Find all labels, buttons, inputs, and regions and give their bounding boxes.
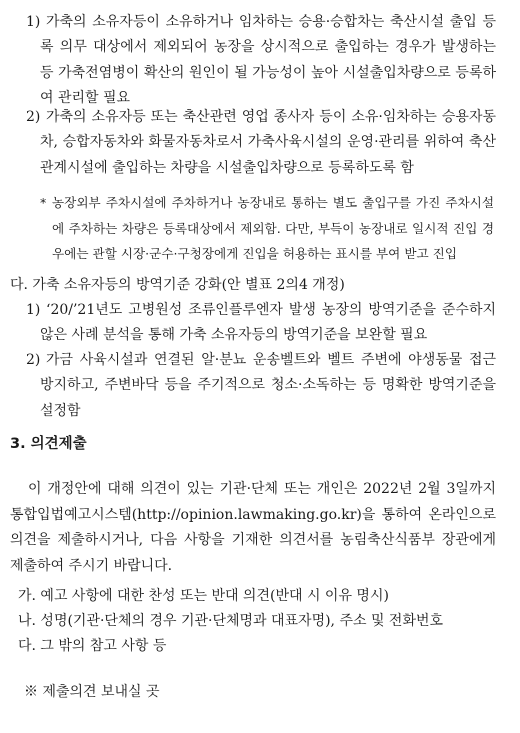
submission-item: 나. 성명(기관·단체의 경우 기관·단체명과 대표자명), 주소 및 전화번호 [18,613,444,629]
item-number: 2) [26,352,41,368]
section-heading: 다. 가축 소유자등의 방역기준 강화(안 별표 2의4 개정) [10,277,345,293]
list-item: 가금 사육시설과 연결된 알·분뇨 운송벨트와 벨트 주변에 야생동물 접근 방지하고, 주변바닥 등을 주기적으로 청소·소독하는 등 명확한 방역기준을 설정함 [40,352,496,419]
list-item: ‘20/’21년도 고병원성 조류인플루엔자 발생 농장의 방역기준을 준수하지 않은 사례 분석을 통해 가축 소유자등의 방역기준을 보완할 필요 [40,302,496,344]
body-paragraph: 이 개정안에 대해 의견이 있는 기관·단체 또는 개인은 2022년 2월 3일까지 통합입법예고시스템(http://opinion.lawmaking.go.kr)을 통하여 온라인으로 의견을 제출하시거나, 다음 사항을 기재한 의견서를 농림축산식품부 장관에게 제출하여 주시기 바랍니다. [10,481,496,574]
note-text: 농장외부 주차시설에 주차하거나 농장내로 통하는 별도 출입구를 가진 주차시설에 주차하는 차량은 등록대상에서 제외함. 다만, 부득이 농장내로 일시적 진입 경우에는 관할 시장·군수·구청장에게 진입을 허용하는 표시를 부여 받고 진입 [52,195,494,261]
item-number: 1) [26,302,41,318]
item-number: 2) [26,109,41,125]
submission-item: 가. 예고 사항에 대한 찬성 또는 반대 의견(반대 시 이유 명시) [18,588,389,604]
note-marker: * [40,195,47,210]
list-item: 가축의 소유자등 또는 축산관련 영업 종사자 등이 소유·임차하는 승용자동차, 승합자동차와 화물자동차로서 가축사육시설의 운영·관리를 위하여 축산관계시설에 출입하는 차량을 시설출입차량으로 등록하도록 함 [40,109,496,176]
submission-item: 다. 그 밖의 참고 사항 등 [18,638,167,654]
list-item: 가축의 소유자등이 소유하거나 임차하는 승용·승합차는 축산시설 출입 등록 의무 대상에서 제외되어 농장을 상시적으로 출입하는 경우가 발생하는 등 가축전염병이 확산의 원인이 될 가능성이 높아 시설출입차량으로 등록하여 관리할 필요 [40,14,496,106]
item-number: 1) [26,14,41,30]
submission-address-heading: ※ 제출의견 보내실 곳 [24,684,160,700]
section-title: 3. 의견제출 [10,436,87,452]
